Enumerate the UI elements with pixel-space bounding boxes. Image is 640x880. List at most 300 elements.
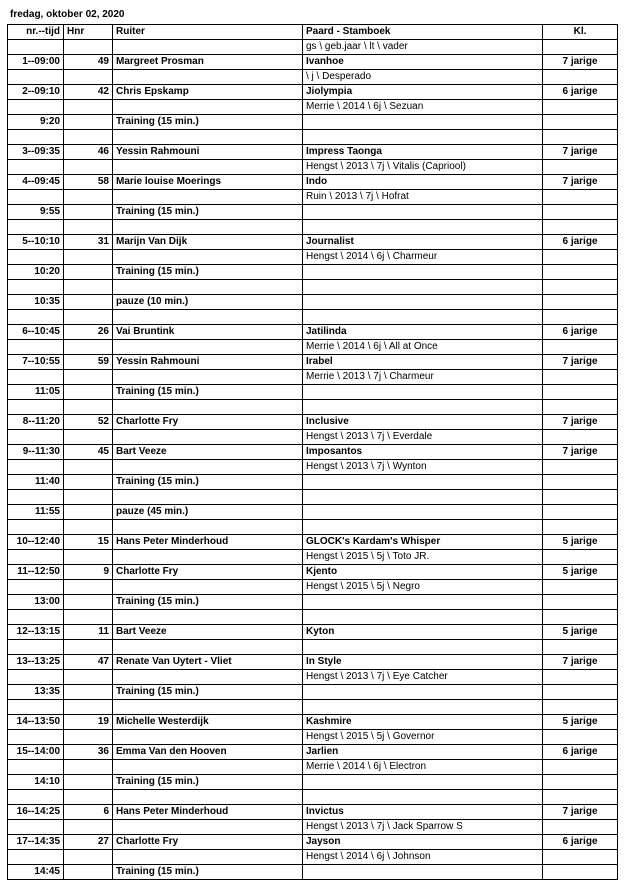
cell-paard: Indo <box>303 175 543 190</box>
cell-ruiter: Bart Veeze <box>113 625 303 640</box>
cell-hnr: 27 <box>64 835 113 850</box>
cell-ruiter: Chris Epskamp <box>113 85 303 100</box>
cell-nr-tijd <box>8 730 64 745</box>
cell-nr-tijd <box>8 400 64 415</box>
cell-paard <box>303 790 543 805</box>
table-row <box>8 130 618 145</box>
cell-paard: Hengst \ 2015 \ 5j \ Toto JR. <box>303 550 543 565</box>
cell-ruiter <box>113 250 303 265</box>
cell-klasse <box>543 220 618 235</box>
cell-hnr <box>64 670 113 685</box>
cell-ruiter: Training (15 min.) <box>113 115 303 130</box>
cell-klasse <box>543 265 618 280</box>
cell-hnr: 49 <box>64 55 113 70</box>
table-row <box>8 580 618 595</box>
cell-paard <box>303 505 543 520</box>
cell-nr-tijd <box>8 610 64 625</box>
cell-ruiter <box>113 550 303 565</box>
cell-nr-tijd: 10--12:40 <box>8 535 64 550</box>
cell-ruiter: Margreet Prosman <box>113 55 303 70</box>
cell-klasse <box>543 295 618 310</box>
table-row <box>8 400 618 415</box>
cell-ruiter <box>113 820 303 835</box>
table-row <box>8 70 618 85</box>
cell-hnr <box>64 505 113 520</box>
header-paard-stamboek: Paard - Stamboek <box>303 25 543 40</box>
cell-ruiter <box>113 280 303 295</box>
cell-ruiter <box>113 700 303 715</box>
cell-klasse <box>543 460 618 475</box>
cell-hnr <box>64 580 113 595</box>
cell-paard: Hengst \ 2015 \ 5j \ Governor <box>303 730 543 745</box>
cell-ruiter: Yessin Rahmouni <box>113 145 303 160</box>
table-row <box>8 40 618 55</box>
cell-ruiter <box>113 430 303 445</box>
cell-ruiter: Michelle Westerdijk <box>113 715 303 730</box>
cell-paard: Merrie \ 2014 \ 6j \ Sezuan <box>303 100 543 115</box>
cell-paard: \ j \ Desperado <box>303 70 543 85</box>
cell-paard <box>303 475 543 490</box>
table-row <box>8 100 618 115</box>
cell-hnr <box>64 730 113 745</box>
cell-hnr <box>64 850 113 865</box>
table-row <box>8 730 618 745</box>
cell-paard <box>303 205 543 220</box>
cell-nr-tijd: 4--09:45 <box>8 175 64 190</box>
cell-paard: Kashmire <box>303 715 543 730</box>
header-ruiter: Ruiter <box>113 25 303 40</box>
cell-nr-tijd: 16--14:25 <box>8 805 64 820</box>
cell-hnr: 42 <box>64 85 113 100</box>
cell-ruiter <box>113 670 303 685</box>
cell-paard <box>303 640 543 655</box>
cell-paard <box>303 310 543 325</box>
cell-paard: Hengst \ 2013 \ 7j \ Everdale <box>303 430 543 445</box>
cell-ruiter <box>113 310 303 325</box>
table-row <box>8 55 618 70</box>
cell-paard: gs \ geb.jaar \ lt \ vader <box>303 40 543 55</box>
cell-paard: Hengst \ 2015 \ 5j \ Negro <box>303 580 543 595</box>
cell-hnr <box>64 610 113 625</box>
cell-paard: Merrie \ 2014 \ 6j \ Electron <box>303 760 543 775</box>
cell-hnr <box>64 280 113 295</box>
cell-paard <box>303 490 543 505</box>
cell-nr-tijd: 11:55 <box>8 505 64 520</box>
table-row <box>8 205 618 220</box>
cell-hnr: 9 <box>64 565 113 580</box>
table-row <box>8 340 618 355</box>
cell-hnr <box>64 550 113 565</box>
cell-ruiter: Training (15 min.) <box>113 385 303 400</box>
table-row <box>8 625 618 640</box>
table-row <box>8 250 618 265</box>
cell-paard: Journalist <box>303 235 543 250</box>
cell-klasse <box>543 160 618 175</box>
cell-nr-tijd: 12--13:15 <box>8 625 64 640</box>
cell-ruiter <box>113 370 303 385</box>
cell-klasse <box>543 130 618 145</box>
table-row <box>8 685 618 700</box>
cell-ruiter <box>113 340 303 355</box>
cell-paard: Jatilinda <box>303 325 543 340</box>
table-row <box>8 295 618 310</box>
cell-klasse <box>543 250 618 265</box>
cell-klasse <box>543 700 618 715</box>
table-row <box>8 745 618 760</box>
cell-paard: Jayson <box>303 835 543 850</box>
cell-ruiter: Emma Van den Hooven <box>113 745 303 760</box>
cell-paard: Merrie \ 2013 \ 7j \ Charmeur <box>303 370 543 385</box>
cell-ruiter <box>113 460 303 475</box>
cell-nr-tijd <box>8 160 64 175</box>
cell-nr-tijd <box>8 130 64 145</box>
cell-paard: Imposantos <box>303 445 543 460</box>
table-row <box>8 610 618 625</box>
cell-klasse: 7 jarige <box>543 355 618 370</box>
cell-hnr <box>64 40 113 55</box>
cell-paard <box>303 595 543 610</box>
cell-ruiter <box>113 130 303 145</box>
cell-paard: Hengst \ 2014 \ 6j \ Charmeur <box>303 250 543 265</box>
cell-ruiter <box>113 760 303 775</box>
cell-klasse <box>543 400 618 415</box>
cell-nr-tijd: 6--10:45 <box>8 325 64 340</box>
cell-hnr: 15 <box>64 535 113 550</box>
cell-nr-tijd: 2--09:10 <box>8 85 64 100</box>
cell-klasse: 7 jarige <box>543 55 618 70</box>
cell-nr-tijd: 8--11:20 <box>8 415 64 430</box>
cell-hnr <box>64 265 113 280</box>
table-row <box>8 715 618 730</box>
table-row <box>8 805 618 820</box>
cell-ruiter <box>113 70 303 85</box>
header-klasse: Kl. <box>543 25 618 40</box>
cell-hnr <box>64 295 113 310</box>
cell-klasse: 5 jarige <box>543 625 618 640</box>
cell-ruiter <box>113 850 303 865</box>
cell-ruiter <box>113 100 303 115</box>
cell-nr-tijd: 14--13:50 <box>8 715 64 730</box>
cell-nr-tijd <box>8 640 64 655</box>
table-row <box>8 235 618 250</box>
cell-klasse <box>543 370 618 385</box>
header-hnr: Hnr <box>64 25 113 40</box>
table-row <box>8 520 618 535</box>
cell-hnr <box>64 820 113 835</box>
cell-hnr: 19 <box>64 715 113 730</box>
cell-paard: Invictus <box>303 805 543 820</box>
cell-nr-tijd: 9--11:30 <box>8 445 64 460</box>
cell-ruiter: pauze (10 min.) <box>113 295 303 310</box>
cell-hnr <box>64 310 113 325</box>
cell-nr-tijd <box>8 310 64 325</box>
cell-klasse <box>543 775 618 790</box>
table-row <box>8 325 618 340</box>
cell-ruiter: Training (15 min.) <box>113 685 303 700</box>
cell-klasse <box>543 670 618 685</box>
cell-klasse <box>543 640 618 655</box>
cell-ruiter <box>113 610 303 625</box>
table-row <box>8 700 618 715</box>
cell-ruiter <box>113 490 303 505</box>
cell-klasse <box>543 850 618 865</box>
table-row <box>8 475 618 490</box>
cell-klasse <box>543 385 618 400</box>
cell-paard <box>303 865 543 880</box>
cell-hnr <box>64 595 113 610</box>
cell-nr-tijd: 13--13:25 <box>8 655 64 670</box>
cell-nr-tijd <box>8 820 64 835</box>
cell-hnr <box>64 430 113 445</box>
cell-ruiter <box>113 730 303 745</box>
cell-klasse <box>543 40 618 55</box>
cell-klasse <box>543 865 618 880</box>
table-row <box>8 535 618 550</box>
cell-hnr <box>64 385 113 400</box>
cell-hnr <box>64 340 113 355</box>
cell-hnr <box>64 130 113 145</box>
cell-hnr <box>64 400 113 415</box>
cell-ruiter <box>113 160 303 175</box>
cell-hnr <box>64 205 113 220</box>
cell-paard <box>303 520 543 535</box>
cell-klasse: 7 jarige <box>543 175 618 190</box>
cell-nr-tijd <box>8 250 64 265</box>
cell-ruiter: Training (15 min.) <box>113 775 303 790</box>
cell-ruiter: Marijn Van Dijk <box>113 235 303 250</box>
header-nr-tijd: nr.--tijd <box>8 25 64 40</box>
table-row <box>8 595 618 610</box>
cell-hnr <box>64 460 113 475</box>
cell-ruiter: Charlotte Fry <box>113 835 303 850</box>
table-row <box>8 850 618 865</box>
cell-ruiter: Marie louise Moerings <box>113 175 303 190</box>
cell-hnr: 58 <box>64 175 113 190</box>
cell-hnr: 26 <box>64 325 113 340</box>
cell-paard <box>303 685 543 700</box>
cell-nr-tijd: 15--14:00 <box>8 745 64 760</box>
cell-klasse <box>543 430 618 445</box>
table-row <box>8 265 618 280</box>
cell-klasse <box>543 310 618 325</box>
cell-ruiter: Vai Bruntink <box>113 325 303 340</box>
table-row <box>8 190 618 205</box>
table-row <box>8 820 618 835</box>
cell-hnr: 31 <box>64 235 113 250</box>
table-row <box>8 835 618 850</box>
cell-nr-tijd <box>8 190 64 205</box>
table-row <box>8 550 618 565</box>
cell-klasse: 7 jarige <box>543 415 618 430</box>
cell-hnr <box>64 115 113 130</box>
cell-ruiter: Renate Van Uytert - Vliet <box>113 655 303 670</box>
cell-nr-tijd <box>8 460 64 475</box>
cell-ruiter: Hans Peter Minderhoud <box>113 805 303 820</box>
cell-klasse <box>543 340 618 355</box>
cell-hnr <box>64 865 113 880</box>
cell-hnr <box>64 790 113 805</box>
cell-klasse <box>543 100 618 115</box>
cell-nr-tijd: 10:20 <box>8 265 64 280</box>
cell-ruiter: Training (15 min.) <box>113 205 303 220</box>
cell-klasse <box>543 760 618 775</box>
cell-paard: Merrie \ 2014 \ 6j \ All at Once <box>303 340 543 355</box>
cell-ruiter: Charlotte Fry <box>113 565 303 580</box>
cell-ruiter <box>113 40 303 55</box>
cell-paard: Ruin \ 2013 \ 7j \ Hofrat <box>303 190 543 205</box>
cell-hnr <box>64 475 113 490</box>
cell-nr-tijd <box>8 670 64 685</box>
table-row <box>8 775 618 790</box>
cell-klasse <box>543 190 618 205</box>
cell-ruiter <box>113 790 303 805</box>
cell-ruiter: pauze (45 min.) <box>113 505 303 520</box>
cell-paard <box>303 385 543 400</box>
cell-nr-tijd <box>8 40 64 55</box>
cell-hnr <box>64 190 113 205</box>
cell-hnr <box>64 370 113 385</box>
cell-hnr: 36 <box>64 745 113 760</box>
table-row <box>8 145 618 160</box>
cell-klasse <box>543 505 618 520</box>
cell-klasse <box>543 820 618 835</box>
cell-hnr: 47 <box>64 655 113 670</box>
cell-ruiter: Charlotte Fry <box>113 415 303 430</box>
cell-paard: In Style <box>303 655 543 670</box>
cell-nr-tijd: 14:45 <box>8 865 64 880</box>
cell-ruiter <box>113 580 303 595</box>
cell-hnr <box>64 640 113 655</box>
cell-klasse: 5 jarige <box>543 535 618 550</box>
cell-paard: Hengst \ 2013 \ 7j \ Vitalis (Capriool) <box>303 160 543 175</box>
cell-hnr <box>64 520 113 535</box>
table-row <box>8 790 618 805</box>
cell-paard: Jiolympia <box>303 85 543 100</box>
cell-ruiter: Training (15 min.) <box>113 865 303 880</box>
cell-paard <box>303 610 543 625</box>
cell-nr-tijd <box>8 850 64 865</box>
cell-klasse <box>543 595 618 610</box>
cell-klasse <box>543 685 618 700</box>
table-row <box>8 175 618 190</box>
cell-klasse: 7 jarige <box>543 145 618 160</box>
cell-hnr <box>64 685 113 700</box>
cell-nr-tijd: 9:55 <box>8 205 64 220</box>
cell-klasse: 6 jarige <box>543 235 618 250</box>
table-row <box>8 445 618 460</box>
cell-nr-tijd <box>8 760 64 775</box>
cell-ruiter: Bart Veeze <box>113 445 303 460</box>
cell-paard <box>303 400 543 415</box>
cell-klasse: 6 jarige <box>543 85 618 100</box>
cell-klasse: 6 jarige <box>543 325 618 340</box>
table-row <box>8 640 618 655</box>
cell-paard: Impress Taonga <box>303 145 543 160</box>
table-row <box>8 565 618 580</box>
table-row <box>8 280 618 295</box>
cell-klasse: 5 jarige <box>543 715 618 730</box>
cell-nr-tijd <box>8 700 64 715</box>
cell-ruiter <box>113 190 303 205</box>
cell-nr-tijd: 13:35 <box>8 685 64 700</box>
cell-paard: Kjento <box>303 565 543 580</box>
table-row <box>8 505 618 520</box>
table-row <box>8 385 618 400</box>
table-row <box>8 760 618 775</box>
cell-nr-tijd: 13:00 <box>8 595 64 610</box>
cell-hnr <box>64 700 113 715</box>
cell-paard <box>303 775 543 790</box>
cell-paard: GLOCK's Kardam's Whisper <box>303 535 543 550</box>
table-row <box>8 670 618 685</box>
cell-paard: Inclusive <box>303 415 543 430</box>
cell-klasse: 6 jarige <box>543 745 618 760</box>
cell-hnr: 45 <box>64 445 113 460</box>
cell-paard: Hengst \ 2013 \ 7j \ Wynton <box>303 460 543 475</box>
cell-hnr: 52 <box>64 415 113 430</box>
cell-ruiter <box>113 400 303 415</box>
cell-nr-tijd: 5--10:10 <box>8 235 64 250</box>
cell-klasse: 5 jarige <box>543 565 618 580</box>
cell-nr-tijd <box>8 340 64 355</box>
table-row <box>8 430 618 445</box>
cell-paard: Hengst \ 2014 \ 6j \ Johnson <box>303 850 543 865</box>
table-row <box>8 220 618 235</box>
cell-hnr <box>64 160 113 175</box>
cell-hnr: 46 <box>64 145 113 160</box>
cell-nr-tijd <box>8 280 64 295</box>
cell-hnr: 59 <box>64 355 113 370</box>
cell-klasse: 7 jarige <box>543 805 618 820</box>
cell-nr-tijd <box>8 790 64 805</box>
table-row <box>8 370 618 385</box>
cell-paard: Ivanhoe <box>303 55 543 70</box>
cell-nr-tijd: 10:35 <box>8 295 64 310</box>
cell-ruiter: Hans Peter Minderhoud <box>113 535 303 550</box>
cell-paard <box>303 700 543 715</box>
cell-klasse <box>543 115 618 130</box>
cell-hnr <box>64 220 113 235</box>
cell-paard <box>303 265 543 280</box>
table-row <box>8 865 618 880</box>
cell-nr-tijd <box>8 520 64 535</box>
cell-nr-tijd: 11--12:50 <box>8 565 64 580</box>
cell-klasse <box>543 550 618 565</box>
cell-klasse <box>543 520 618 535</box>
cell-nr-tijd: 3--09:35 <box>8 145 64 160</box>
cell-nr-tijd: 11:05 <box>8 385 64 400</box>
schedule-table <box>7 24 618 880</box>
table-row <box>8 415 618 430</box>
table-row <box>8 490 618 505</box>
cell-nr-tijd <box>8 370 64 385</box>
cell-paard: Kyton <box>303 625 543 640</box>
cell-ruiter <box>113 220 303 235</box>
cell-paard <box>303 220 543 235</box>
cell-nr-tijd: 7--10:55 <box>8 355 64 370</box>
cell-hnr <box>64 250 113 265</box>
cell-hnr <box>64 70 113 85</box>
table-row <box>8 160 618 175</box>
cell-nr-tijd: 1--09:00 <box>8 55 64 70</box>
cell-klasse <box>543 790 618 805</box>
cell-klasse <box>543 475 618 490</box>
cell-klasse <box>543 490 618 505</box>
cell-hnr <box>64 760 113 775</box>
cell-paard: Jarlien <box>303 745 543 760</box>
cell-klasse <box>543 280 618 295</box>
cell-nr-tijd: 9:20 <box>8 115 64 130</box>
